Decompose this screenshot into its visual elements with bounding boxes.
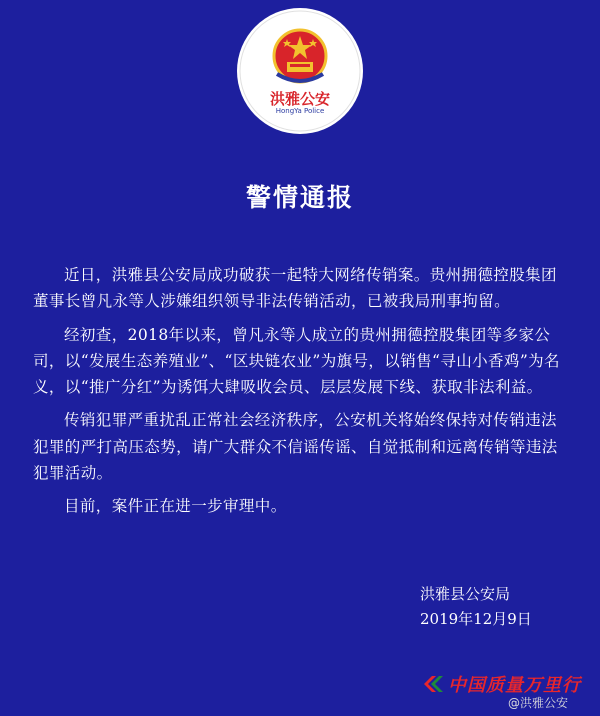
signature-org: 洪雅县公安局 [420,585,511,603]
watermark-brand-text: 中国质量万里行 [448,675,581,696]
signature-block [420,582,532,632]
page-title: 警情通报 [245,183,354,212]
signature-date: 2019年12月9日 [420,610,532,628]
badge-name: 洪雅公安 [269,90,330,108]
police-badge-logo [237,8,363,134]
badge-english-name: HongYa Police [275,107,325,115]
paragraph-3: 传销犯罪严重扰乱正常社会经济秩序，公安机关将始终保持对传销违法犯罪的严打高压态势，请广大群众不信谣传谣、自觉抵制和远离传销等违法犯罪活动。 [33,411,558,483]
paragraph-2: 经初查，2018年以来，曾凡永等人成立的贵州拥德控股集团等多家公司，以“发展生态养殖业”、“区块链农业”为旗号，以销售“寻山小香鸡”为名义，以“推广分红”为诱饵大肆吸收会员、层层发展下线、获取非法利益。 [33,325,560,397]
weibo-handle: @洪雅公安 [508,696,569,710]
watermark-brand [422,672,581,696]
brand-chevron-icon [422,675,444,693]
police-emblem-icon [237,8,363,134]
notice-body [33,262,561,527]
paragraph-4: 目前，案件正在进一步审理中。 [64,497,287,516]
paragraph-1: 近日，洪雅县公安局成功破获一起特大网络传销案。贵州拥德控股集团董事长曾凡永等人涉嫌组织领导非法传销活动，已被我局刑事拘留。 [33,266,557,311]
